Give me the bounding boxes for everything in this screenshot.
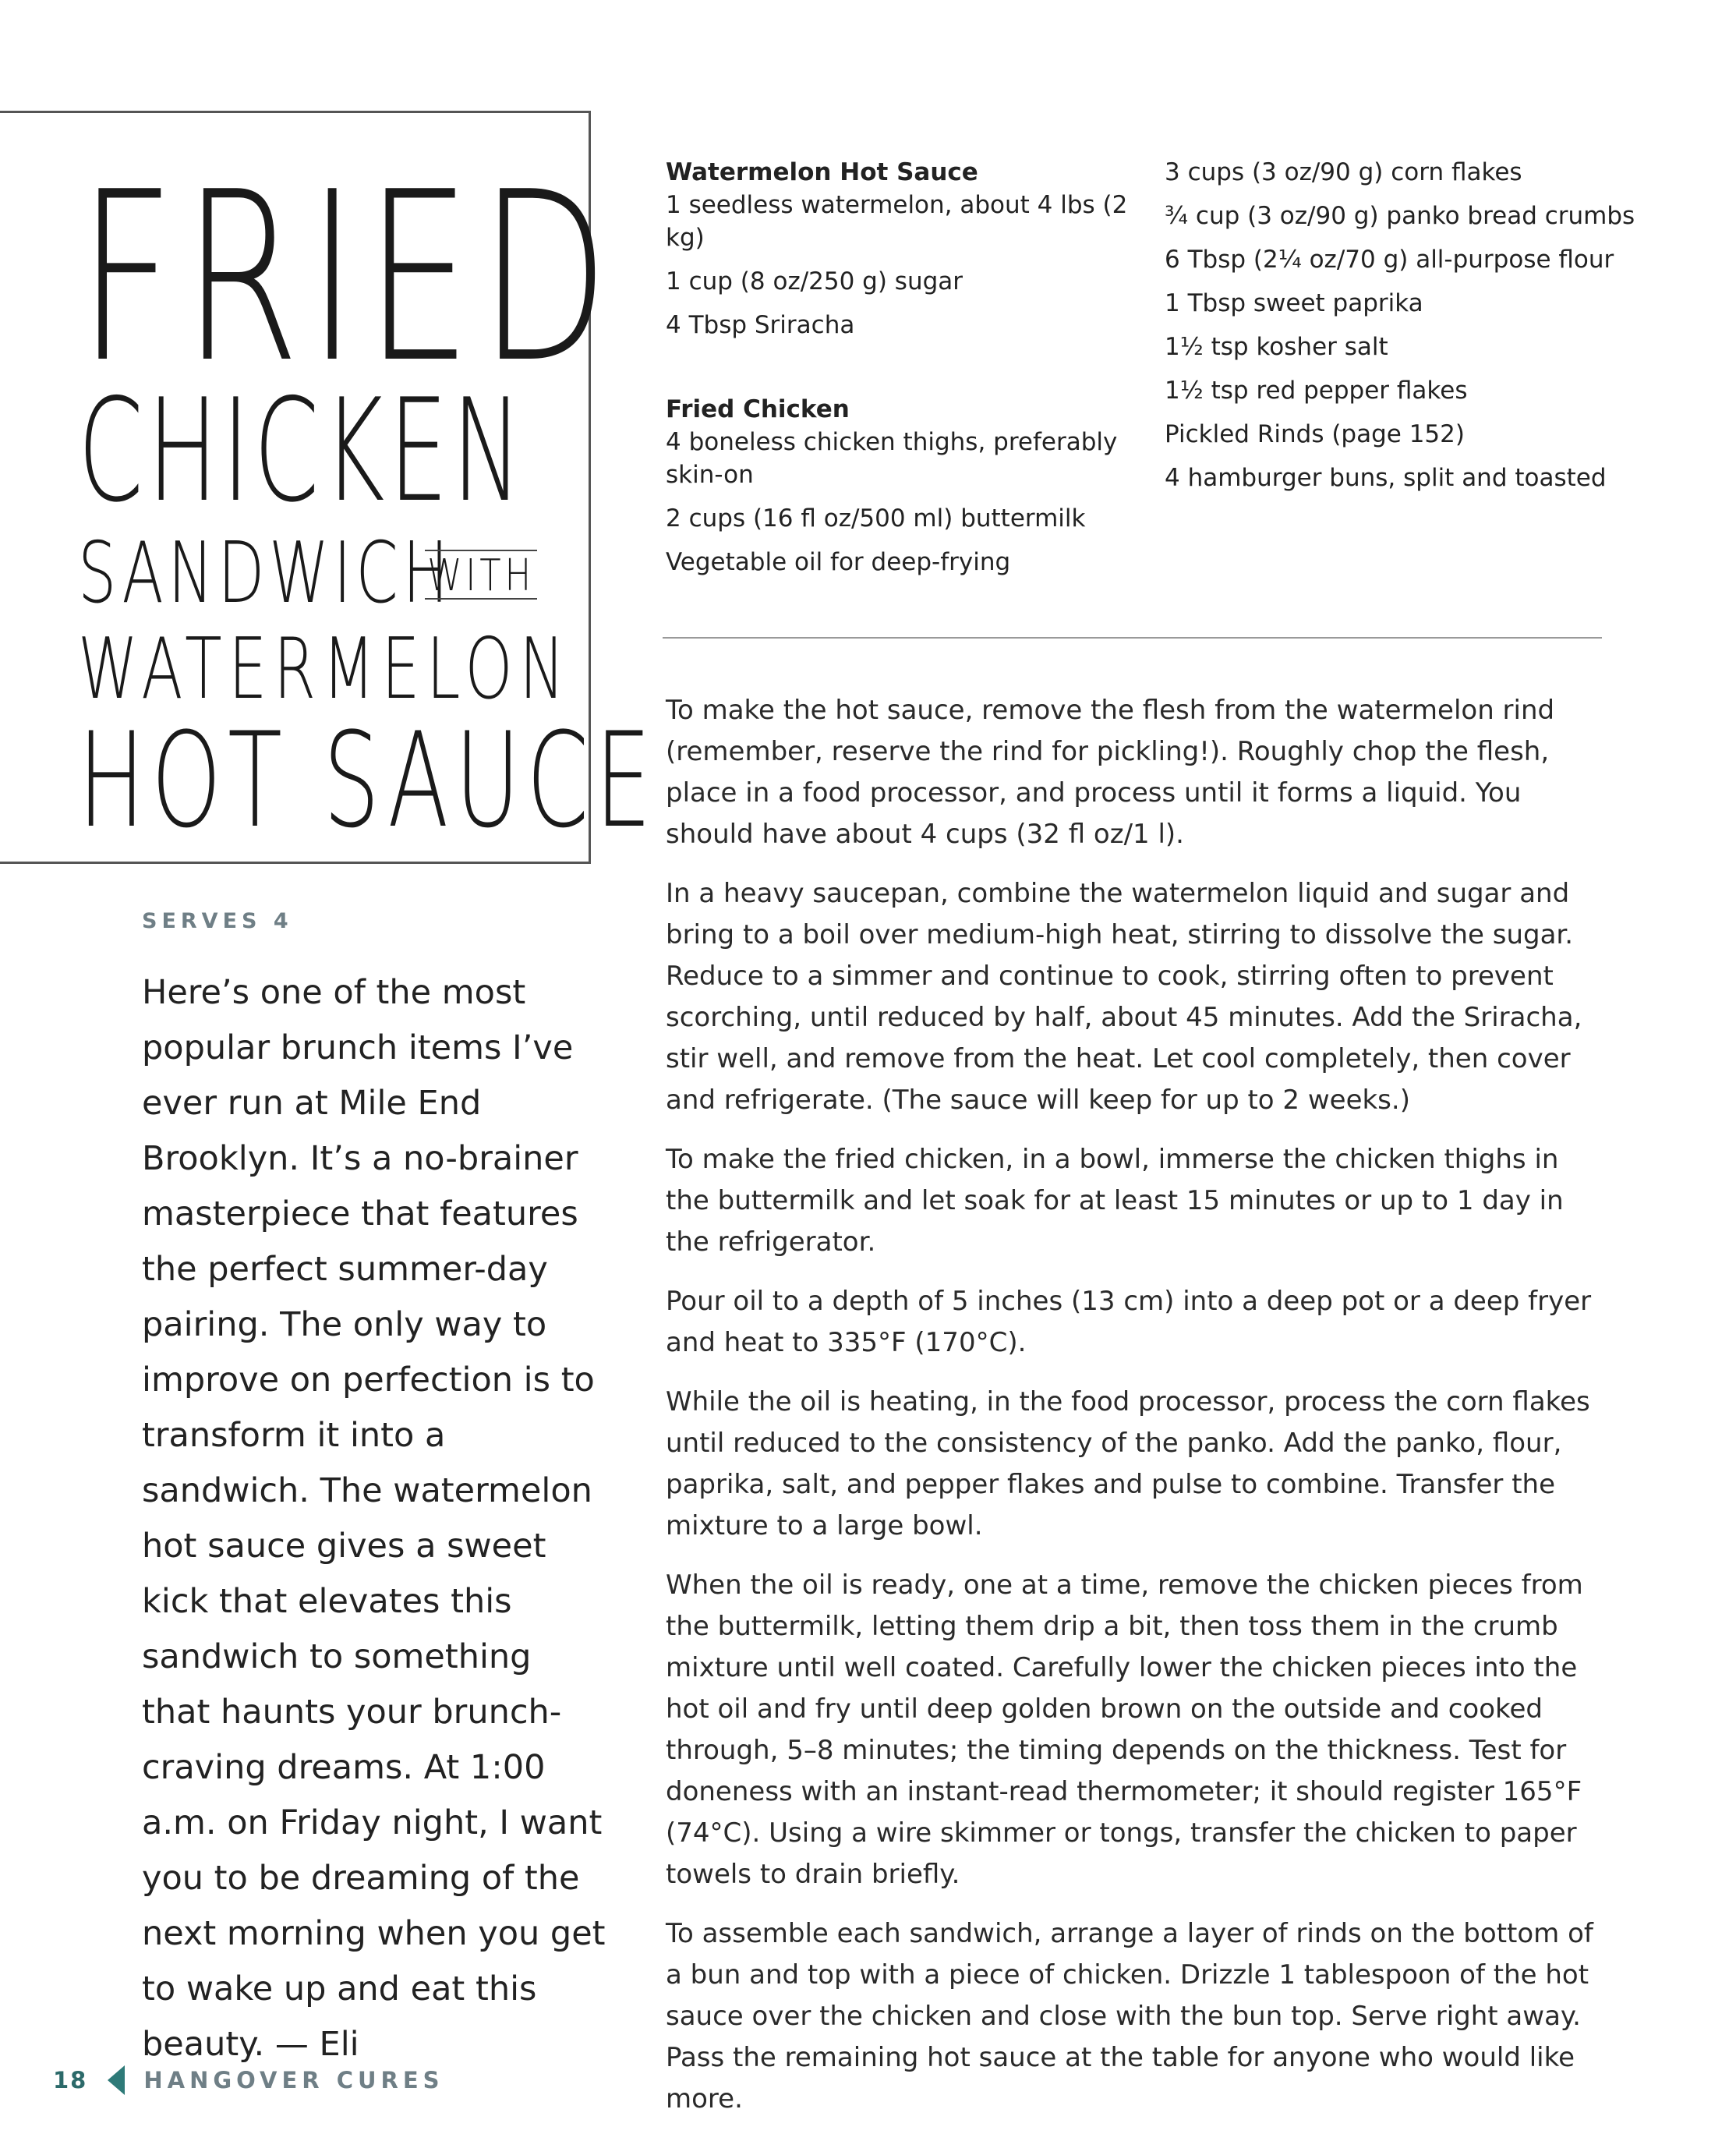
method-step: When the oil is ready, one at a time, remove the chicken pieces from the buttermilk, letting them drip a bit, then toss them in the crumb mixture until well coated. Carefully lower the chicken pieces into the hot oil and fry until deep golden brown on the outside and cooked through, 5–8 minutes; the timing depends on the thickness. Test for doneness with an instant-read thermometer; it should register 165°F (74°C). Using a wire skimmer or tongs, transfer the chicken to paper towels to drain briefly. (666, 1569, 1583, 1890)
title-with: WITH (425, 550, 537, 600)
ingredient-item: 2 cups (16 fl oz/500 ml) buttermilk (666, 504, 1086, 533)
title-line-sandwich: SANDWICH (78, 525, 453, 622)
ingredient-item: Vegetable oil for deep-frying (666, 548, 1011, 576)
ingredient-item: 4 hamburger buns, split and toasted (1165, 464, 1607, 492)
method-steps (666, 690, 1601, 2138)
section-name: HANGOVER CURES (143, 2067, 444, 2093)
ingredients-right-column (1165, 156, 1648, 505)
page-footer (53, 2065, 444, 2096)
title-line-chicken: CHICKEN (78, 368, 526, 533)
title-line-watermelon: WATERMELON (78, 621, 572, 718)
title-line-hot-sauce: HOT SAUCE (78, 704, 658, 857)
method-step: In a heavy saucepan, combine the watermelon liquid and sugar and bring to a boil over medium-high heat, stirring to dissolve the sugar. Reduce to a simmer and continue to cook, stirring often to prevent scorching, until reduced by half, about 45 minutes. Add the Sriracha, stir well, and remove from the heat. Let cool completely, then cover and refrigerate. (The sauce will keep for up to 2 weeks.) (666, 878, 1582, 1116)
ingredient-item: 4 Tbsp Sriracha (666, 311, 855, 339)
method-step: While the oil is heating, in the food processor, process the corn flakes until reduced to the consistency of the panko. Add the panko, flour, paprika, salt, and pepper flakes and pulse to combine. Transfer the mixture to a large bowl. (666, 1386, 1590, 1541)
ingredient-item: ¾ cup (3 oz/90 g) panko bread crumbs (1165, 202, 1635, 230)
ingredient-item: 4 boneless chicken thighs, preferably skin-on (666, 428, 1118, 489)
ingredients-left-column (666, 156, 1149, 589)
recipe-title-box (0, 111, 658, 864)
method-step: Pour oil to a depth of 5 inches (13 cm) into a deep pot or a deep fryer and heat to 335°F (170°C). (666, 1286, 1592, 1358)
ingredient-item: 3 cups (3 oz/90 g) corn flakes (1165, 158, 1522, 186)
ingredient-heading-hot-sauce: Watermelon Hot Sauce (666, 158, 978, 186)
method-step: To make the fried chicken, in a bowl, immerse the chicken thighs in the buttermilk and let soak for at least 15 minutes or up to 1 day in the refrigerator. (666, 1144, 1564, 1258)
ingredient-item: Pickled Rinds (page 152) (1165, 420, 1465, 448)
title-line-fried: FRIED (78, 142, 617, 414)
serves-label: SERVES 4 (142, 909, 293, 933)
ingredient-item: 1 cup (8 oz/250 g) sugar (666, 267, 963, 295)
ingredient-item: 1 Tbsp sweet paprika (1165, 289, 1423, 317)
ingredient-item: 6 Tbsp (2¼ oz/70 g) all-purpose flour (1165, 246, 1614, 274)
ingredient-item: 1½ tsp red pepper flakes (1165, 377, 1468, 405)
method-step: To assemble each sandwich, arrange a layer of rinds on the bottom of a bun and top with a piece of chicken. Drizzle 1 tablespoon of the hot sauce over the chicken and close with the bun top. Serve right away. Pass the remaining hot sauce at the table for anyone who would like more. (666, 1918, 1593, 2114)
ingredient-item: 1½ tsp kosher salt (1165, 333, 1388, 361)
ingredient-item: 1 seedless watermelon, about 4 lbs (2 kg) (666, 191, 1128, 252)
section-divider (663, 637, 1602, 639)
ingredient-heading-fried-chicken: Fried Chicken (666, 395, 850, 423)
method-step: To make the hot sauce, remove the flesh from the watermelon rind (remember, reserve the rind for pickling!). Roughly chop the flesh, place in a food processor, and process until it forms a liquid. You should have about 4 cups (32 fl oz/1 l). (666, 695, 1555, 850)
page-number: 18 (53, 2067, 88, 2093)
arrow-left-icon (108, 2065, 125, 2095)
headnote: Here’s one of the most popular brunch items I’ve ever run at Mile End Brooklyn. It’s a no-brainer masterpiece that features the perfect summer-day pairing. The only way to improve on perfection is to transform it into a sandwich. The watermelon hot sauce gives a sweet kick that elevates this sandwich to something that haunts your brunch-craving dreams. At 1:00 a.m. on Friday night, I want you to be dreaming of the next morning when you get to wake up and eat this beauty. — Eli (142, 973, 606, 2064)
